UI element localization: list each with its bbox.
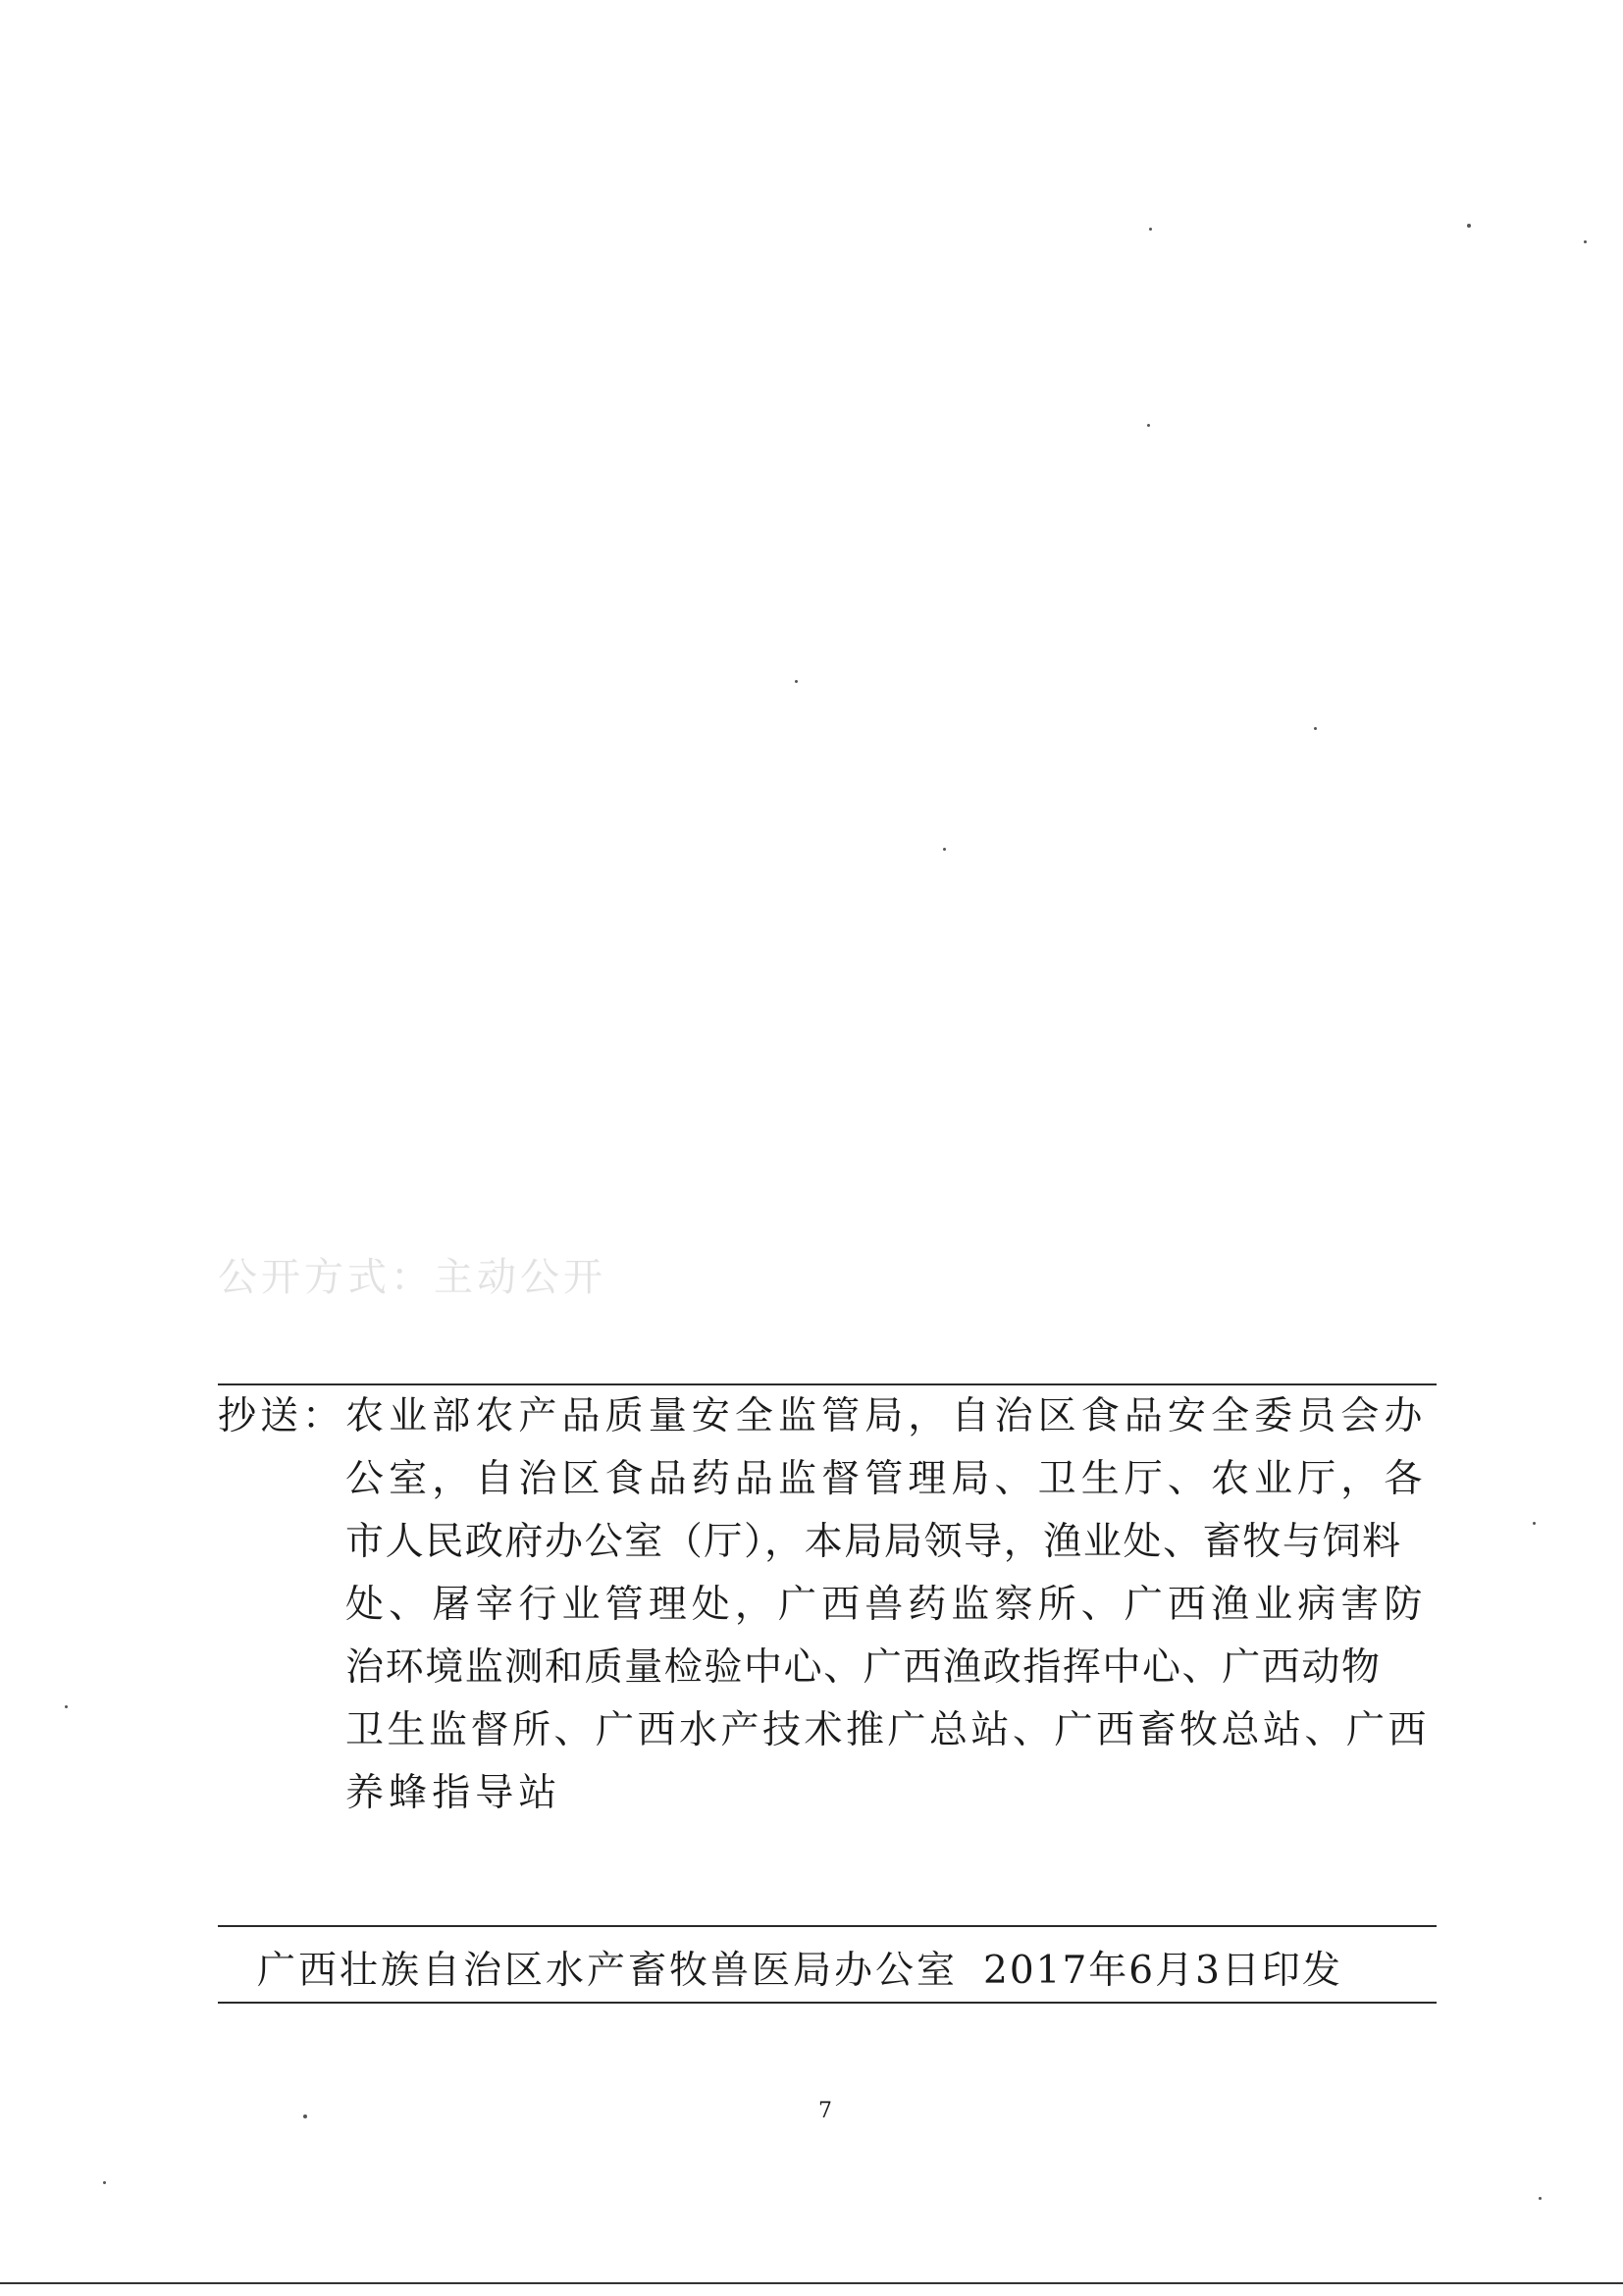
- issue-date: 2017年6月3日印发: [983, 1949, 1342, 1993]
- scan-speck: [103, 2181, 106, 2184]
- scan-speck: [1149, 228, 1152, 231]
- scan-speck: [65, 1705, 68, 1708]
- issuing-office: 广西壮族自治区水产畜牧兽医局办公室: [257, 1949, 959, 1993]
- cc-line: 农业部农产品质量安全监管局，自治区食品安全委员会办: [345, 1394, 1428, 1438]
- cc-line: 处、屠宰行业管理处，广西兽药监察所、广西渔业病害防: [345, 1583, 1428, 1627]
- scan-speck: [1467, 224, 1471, 228]
- scan-speck: [1314, 727, 1317, 730]
- cc-line: 市人民政府办公室（厅），本局局领导，渔业处、畜牧与饲料: [345, 1520, 1402, 1564]
- scan-speck: [1584, 240, 1587, 243]
- scan-speck: [1533, 1522, 1536, 1525]
- scan-speck: [795, 680, 798, 683]
- cc-line: 养蜂指导站: [345, 1771, 562, 1815]
- disclosure-note: 公开方式：主动公开: [218, 1255, 606, 1300]
- cc-top-rule: [218, 1383, 1437, 1385]
- cc-bottom-rule: [218, 1925, 1437, 1927]
- cc-line: 卫生监督所、广西水产技术推广总站、广西畜牧总站、广西: [345, 1708, 1431, 1752]
- scan-speck: [303, 2114, 307, 2118]
- scan-speck: [1147, 424, 1150, 427]
- scan-speck: [1539, 2197, 1542, 2200]
- issuer-bottom-rule: [218, 2002, 1437, 2004]
- cc-label: 抄送：: [218, 1394, 345, 1438]
- scan-speck: [943, 848, 946, 851]
- scan-edge-line: [0, 2282, 1623, 2284]
- cc-line: 公室，自治区食品药品监督管理局、卫生厅、农业厅，各: [345, 1457, 1428, 1501]
- page-number: 7: [818, 2099, 832, 2123]
- cc-line: 治环境监测和质量检验中心、广西渔政指挥中心、广西动物: [345, 1645, 1382, 1690]
